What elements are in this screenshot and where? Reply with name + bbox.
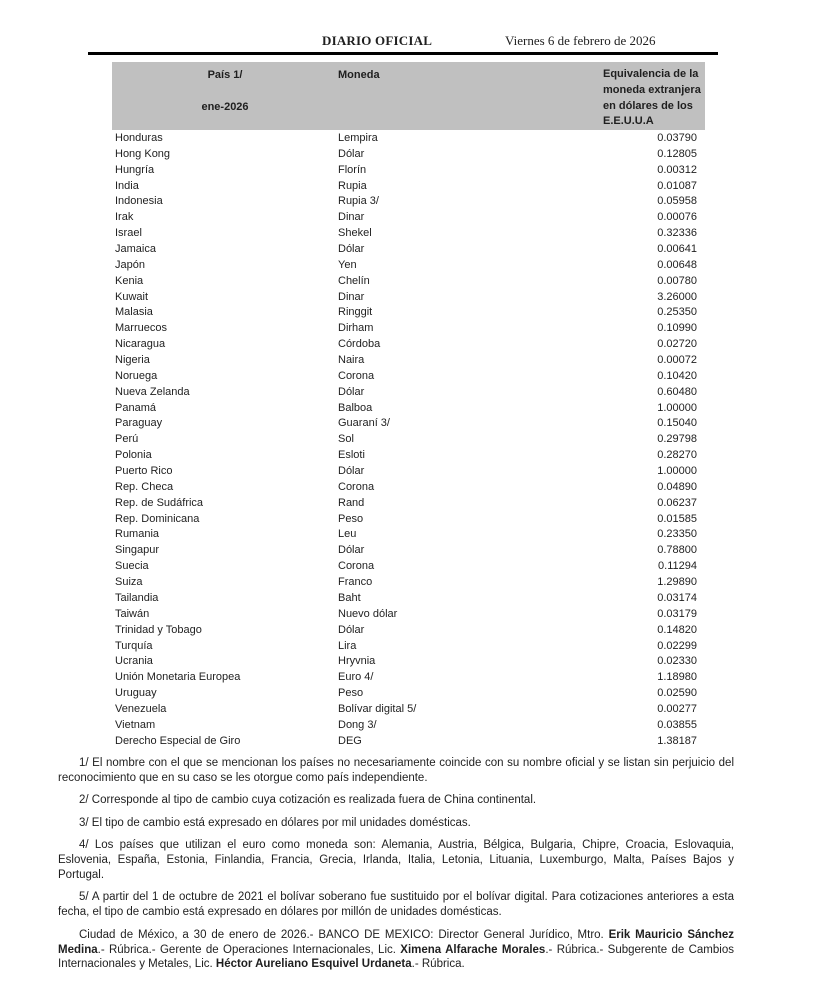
table-row [112,385,705,401]
closing-paragraph [58,928,734,973]
currency-cell: Dólar [338,385,365,398]
currency-cell: Hryvnia [338,655,376,668]
currency-cell: Leu [338,528,357,541]
footnote-1: 1/ El nombre con el que se mencionan los países no necesariamente coincide con su nombre oficial y se listan sin perjuicio del reconocimiento que en su caso se les otorgue como país independiente. [58,757,734,784]
country-cell: Tailandia [115,591,159,604]
exchange-rate-table [112,62,705,750]
value-cell: 0.00780 [657,274,697,287]
signatory-name: Héctor Aureliano Esquivel Urdaneta [215,958,412,971]
currency-cell: Dinar [338,290,365,303]
country-cell: Indonesia [115,195,163,208]
closing-text: .- Rúbrica. [411,958,465,971]
value-cell: 0.25350 [657,306,697,319]
table-row [112,480,705,496]
country-cell: Kenia [115,274,144,287]
country-cell: India [115,179,139,192]
currency-cell: Córdoba [338,338,381,351]
value-cell: 0.15040 [657,417,697,430]
country-cell: Honduras [115,132,163,144]
currency-cell: Baht [338,591,361,604]
country-cell: Singapur [115,544,160,557]
currency-cell: Naira [338,354,365,367]
closing-text: .- Rúbrica.- Subgerente de Cambios Internacionales y Metales, Lic. [58,943,734,971]
value-cell: 1.00000 [657,465,697,478]
footnote-2: 2/ Corresponde al tipo de cambio cuya cotización es realizada fuera de China continental. [79,794,537,807]
table-row [112,226,705,242]
country-cell: Uruguay [115,687,157,700]
equivalence-line: E.E.U.U.A [603,115,654,128]
table-row [112,654,705,670]
column-header-country: País 1/ [207,69,243,81]
currency-cell: Yen [338,258,357,271]
table-row [112,559,705,575]
country-cell: Suecia [115,560,149,573]
value-cell: 0.00072 [657,354,697,367]
value-cell: 0.28270 [657,449,697,462]
currency-cell: Dólar [338,544,365,557]
value-cell: 0.00277 [657,702,697,715]
column-header-currency: Moneda [338,69,380,81]
table-row [112,305,705,321]
country-cell: Rep. Checa [115,480,174,493]
country-cell: Panamá [115,401,156,414]
currency-cell: Lempira [338,132,378,144]
value-cell: 0.11294 [658,560,697,573]
table-row [112,210,705,226]
table-row [112,401,705,417]
table-row [112,163,705,179]
equivalence-line: Equivalencia de la [603,68,699,80]
currency-cell: Nuevo dólar [338,607,398,620]
currency-cell: Dólar [338,465,365,478]
header-rule [88,52,718,55]
value-cell: 0.32336 [657,227,697,240]
value-cell: 0.23350 [657,528,697,541]
table-row [112,718,705,734]
currency-cell: Corona [338,480,375,493]
country-cell: Noruega [115,369,158,382]
currency-cell: Esloti [338,449,365,462]
currency-cell: Bolívar digital 5/ [338,702,417,715]
country-cell: Unión Monetaria Europea [115,671,241,684]
country-cell: Kuwait [115,290,149,303]
country-cell: Rep. de Sudáfrica [115,496,204,509]
closing-text: .- Rúbrica.- Gerente de Operaciones Internacionales, Lic. [97,943,401,956]
country-cell: Nigeria [115,354,150,367]
journal-title: DIARIO OFICIAL [322,33,433,48]
table-row [112,543,705,559]
currency-cell: Balboa [338,401,373,414]
value-cell: 1.00000 [657,401,697,414]
table-row [112,290,705,306]
currency-cell: Dólar [338,623,365,636]
value-cell: 0.01087 [657,179,697,192]
value-cell: 0.12805 [657,147,697,160]
country-cell: Polonia [115,449,152,462]
table-row [112,147,705,163]
currency-cell: DEG [338,734,362,747]
value-cell: 0.03790 [657,132,697,144]
signatory-name: Ximena Alfarache Morales [400,943,546,956]
table-row [112,639,705,655]
footnote-3: 3/ El tipo de cambio está expresado en dólares por mil unidades domésticas. [79,816,471,829]
footnote-4: 4/ Los países que utilizan el euro como moneda son: Alemania, Austria, Bélgica, Bulgaria, Chipre, Croacia, Eslovaquia, Eslovenia, España, Estonia, Finlandia, Francia, Grecia, Irlanda, Italia, Letonia, Lituania, Luxemburgo, Malta, Países Bajos y Portugal. [58,839,734,881]
footnote-5: 5/ A partir del 1 de octubre de 2021 el bolívar soberano fue sustituido por el bolívar digital. Para cotizaciones anteriores a esta fecha, el tipo de cambio está expresado en dólares por millón de unidades domésticas. [58,891,734,919]
country-cell: Jamaica [115,243,156,256]
value-cell: 0.02590 [657,687,697,700]
country-cell: Paraguay [115,417,163,430]
table-body [112,130,705,750]
table-row [112,432,705,448]
currency-cell: Guaraní 3/ [338,417,390,430]
value-cell: 1.18980 [657,671,697,684]
currency-cell: Rupia [338,179,367,192]
value-cell: 0.00641 [657,243,697,256]
value-cell: 0.78800 [657,544,697,557]
currency-cell: Chelín [338,274,370,287]
value-cell: 0.29798 [657,433,697,446]
currency-cell: Dinar [338,211,365,224]
table-row [112,416,705,432]
table-row [112,702,705,718]
country-cell: Irak [115,211,134,224]
country-cell: Hungría [115,163,155,176]
country-cell: Perú [115,433,139,446]
table-row [112,512,705,528]
currency-cell: Euro 4/ [338,671,374,684]
currency-cell: Peso [338,512,364,525]
value-cell: 0.02330 [657,655,697,668]
value-cell: 0.14820 [657,623,697,636]
value-cell: 0.02299 [657,639,697,652]
country-cell: Suiza [115,576,143,589]
value-cell: 0.03179 [657,607,697,620]
value-cell: 0.06237 [657,496,697,509]
value-cell: 0.03855 [657,718,697,731]
value-cell: 1.38187 [657,734,697,747]
table-row [112,353,705,369]
value-cell: 0.10420 [657,369,697,382]
value-cell: 0.02720 [657,338,697,351]
country-cell: Japón [115,258,145,271]
country-cell: Vietnam [115,718,156,731]
table-row [112,194,705,210]
country-cell: Trinidad y Tobago [115,623,202,636]
country-cell: Nueva Zelanda [115,385,190,398]
table-row [112,337,705,353]
country-cell: Turquía [115,639,153,652]
equivalence-line: moneda extranjera [603,83,701,96]
table-row [112,464,705,480]
signatory-name: Erik Mauricio Sánchez Medina [58,928,734,956]
value-cell: 0.00076 [657,211,697,224]
table-row [112,686,705,702]
value-cell: 0.05958 [657,195,697,208]
currency-cell: Corona [338,560,375,573]
country-cell: Malasia [115,306,153,319]
value-cell: 0.00312 [657,163,697,176]
currency-cell: Ringgit [338,306,373,319]
table-row [112,179,705,195]
value-cell: 0.10990 [657,322,697,335]
header-date: Viernes 6 de febrero de 2026 [505,33,656,48]
table-row [112,591,705,607]
table-row [112,527,705,543]
currency-cell: Sol [338,433,354,446]
country-cell: Nicaragua [115,338,166,351]
country-cell: Venezuela [115,702,167,715]
value-cell: 0.01585 [657,512,697,525]
column-header-equivalence [603,67,701,130]
country-cell: Ucrania [115,655,153,668]
currency-cell: Dólar [338,243,365,256]
country-cell: Hong Kong [115,147,171,160]
currency-cell: Rand [338,496,365,509]
currency-cell: Florín [338,163,367,176]
currency-cell: Dirham [338,322,374,335]
currency-cell: Rupia 3/ [338,195,379,208]
table-row [112,607,705,623]
table-row [112,670,705,686]
country-cell: Taiwán [115,607,150,620]
table-row [112,575,705,591]
value-cell: 0.03174 [657,591,697,604]
table-header [112,62,705,130]
table-row [112,321,705,337]
column-header-month: ene-2026 [201,101,249,113]
table-row [112,258,705,274]
table-row [112,623,705,639]
country-cell: Rep. Dominicana [115,512,200,525]
currency-cell: Shekel [338,227,372,240]
currency-cell: Peso [338,687,364,700]
currency-cell: Dong 3/ [338,718,377,731]
value-cell: 0.60480 [657,385,697,398]
table-row [112,131,705,147]
table-row [112,369,705,385]
value-cell: 1.29890 [657,576,697,589]
currency-cell: Corona [338,369,375,382]
closing-text: Ciudad de México, a 30 de enero de 2026.- BANCO DE MEXICO: Director General Jurídico, Mtro. [79,928,609,941]
currency-cell: Franco [338,576,373,589]
country-cell: Derecho Especial de Giro [115,734,241,747]
currency-cell: Dólar [338,147,365,160]
table-row [112,274,705,290]
country-cell: Israel [115,227,142,240]
table-row [112,448,705,464]
country-cell: Puerto Rico [115,465,173,478]
equivalence-line: en dólares de los [603,99,693,112]
country-cell: Marruecos [115,322,167,335]
table-row [112,242,705,258]
value-cell: 0.04890 [657,480,697,493]
country-cell: Rumania [115,528,160,541]
table-row [112,496,705,512]
currency-cell: Lira [338,639,357,652]
value-cell: 3.26000 [657,290,697,303]
footnotes-section [58,756,734,980]
value-cell: 0.00648 [657,258,697,271]
table-row [112,734,705,750]
